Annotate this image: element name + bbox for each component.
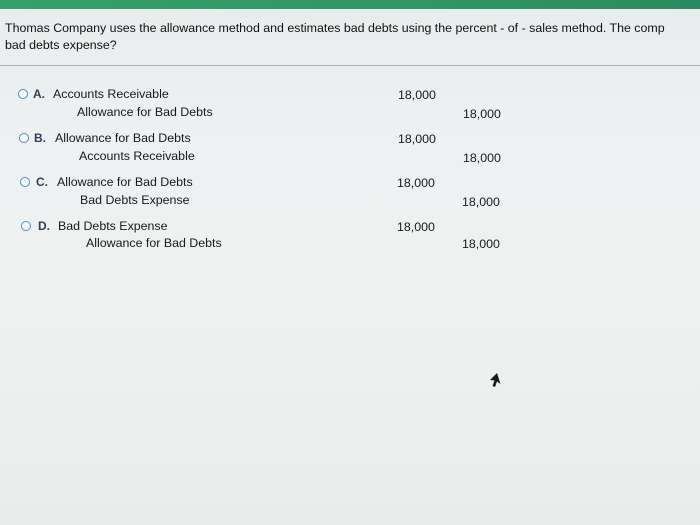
radio-option-b[interactable] [19, 133, 29, 143]
credit-account: Allowance for Bad Debts [86, 236, 222, 250]
debit-amount: 18,000 [398, 88, 436, 102]
question-text [5, 20, 700, 54]
credit-account: Accounts Receivable [79, 149, 195, 163]
credit-amount: 18,000 [462, 195, 500, 209]
question-line-1: Thomas Company uses the allowance method and estimates bad debts using the percent - of - sales method. The comp [5, 21, 665, 35]
credit-account: Bad Debts Expense [80, 193, 190, 207]
option-d[interactable] [0, 216, 700, 256]
debit-amount: 18,000 [397, 176, 435, 190]
option-letter: A. [33, 87, 45, 101]
option-letter: B. [34, 131, 46, 145]
debit-amount: 18,000 [398, 132, 436, 146]
radio-option-c[interactable] [20, 177, 30, 187]
header-strip [0, 0, 700, 9]
option-b[interactable] [0, 128, 700, 168]
option-a[interactable] [0, 84, 700, 124]
divider [0, 65, 700, 66]
debit-account: Bad Debts Expense [58, 219, 168, 233]
option-letter: C. [36, 175, 48, 189]
debit-amount: 18,000 [397, 220, 435, 234]
debit-account: Allowance for Bad Debts [55, 131, 191, 145]
radio-option-d[interactable] [21, 221, 31, 231]
radio-option-a[interactable] [18, 89, 28, 99]
credit-amount: 18,000 [462, 237, 500, 251]
debit-account: Allowance for Bad Debts [57, 175, 193, 189]
credit-amount: 18,000 [463, 107, 501, 121]
option-c[interactable] [0, 172, 700, 212]
mouse-pointer-icon [488, 371, 502, 389]
option-letter: D. [38, 219, 50, 233]
credit-amount: 18,000 [463, 151, 501, 165]
question-line-2: bad debts expense? [5, 38, 117, 52]
credit-account: Allowance for Bad Debts [77, 105, 213, 119]
debit-account: Accounts Receivable [53, 87, 169, 101]
